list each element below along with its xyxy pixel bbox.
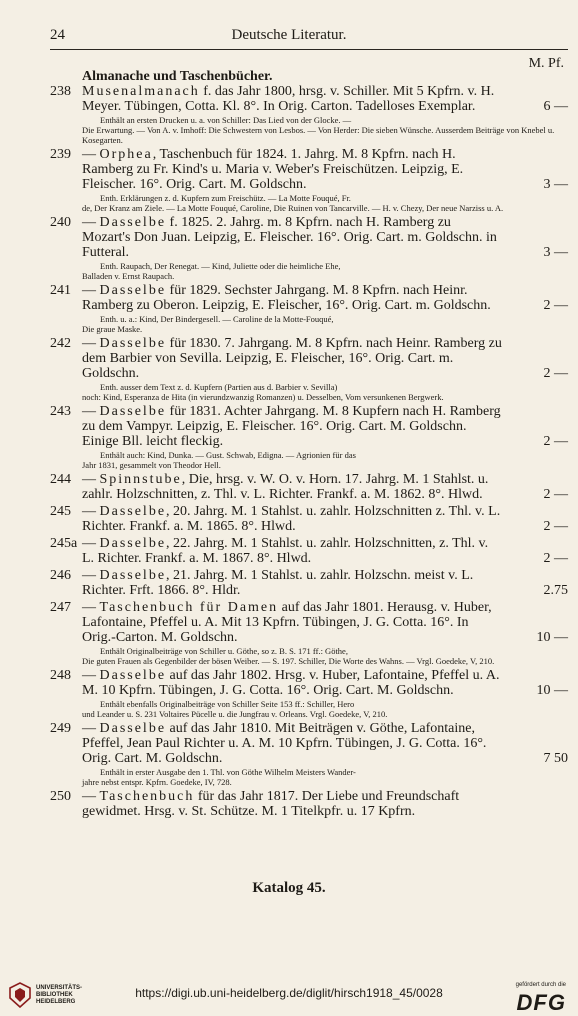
entry-title: Dasselbe <box>99 504 167 519</box>
entry-text: — Dasselbe für 1830. 7. Jahrgang. M. 8 Kpfrn. nach Heinr. Ramberg zu dem Barbier von Sevilla. Leipzig, E. Fleischer, 16°. Orig. Cart. m. Goldschn. <box>82 336 502 381</box>
entry-number: 250 <box>50 789 71 804</box>
catalog-entry <box>50 472 568 502</box>
entry-text: — Dasselbe, 22. Jahrg. M. 1 Stahlst. u. zahlr. Holzschnitten, z. Thl. v. L. Richter. Frankf. a. M. 1867. 8°. Hlwd. <box>82 536 489 566</box>
entry-title: Dasselbe <box>99 668 167 683</box>
entry-price: 3 — <box>543 245 568 260</box>
catalog-entry <box>50 215 568 281</box>
entry-text: — Taschenbuch für Damen auf das Jahr 1801. Herausg. v. Huber, Lafontaine, Pfeffel u. A. Mit 13 Kpfrn. Tübingen, J. G. Cotta. 16°. In Orig.-Carton. M. Goldschn. <box>82 600 492 645</box>
footer-bar <box>0 975 578 1016</box>
entry-title: Dasselbe <box>99 404 167 419</box>
entry-text: — Orphea, Taschenbuch für 1824. 1. Jahrg. M. 8 Kpfrn. nach H. Ramberg zu Fr. Kind's u. Maria v. Weber's Freischützen. Leipzig, E. Fleischer. 16°. Orig. Cart. M. Goldschn. <box>82 147 464 192</box>
entry-note: Enthält in erster Ausgabe den 1. Thl. von Göthe Wilhelm Meisters Wander- <box>100 767 356 777</box>
entry-number: 245 <box>50 504 71 519</box>
entry-note-continued: Die guten Frauen als Gegenbilder der bösen Weiber. — S. 197. Schiller, Die Worte des Wahns. — Vrgl. Goedeke, V, 210. <box>82 656 495 666</box>
entry-price: 2 — <box>543 298 568 313</box>
entry-number: 239 <box>50 147 71 162</box>
entry-price: 2 — <box>543 366 568 381</box>
entry-price: 10 — <box>536 630 568 645</box>
entry-price: 3 — <box>543 177 568 192</box>
page-title: Deutsche Literatur. <box>231 27 347 43</box>
entry-number: 242 <box>50 336 71 351</box>
entry-number: 245a <box>50 536 78 551</box>
entry-note: Enth. Erklärungen z. d. Kupfern zum Freischütz. — La Motte Fouqué, Fr. <box>100 193 351 203</box>
entry-title: Orphea <box>99 147 153 162</box>
entry-note-continued: und Leander u. S. 231 Voltaires Pücelle u. die Jungfrau v. Orleans. Vrgl. Goedeke, V, 210. <box>82 709 388 719</box>
catalog-entry <box>50 404 568 470</box>
entry-note: Enthält ebenfalls Originalbeiträge von Schiller Seite 153 ff.: Schiller, Hero <box>100 699 355 709</box>
entry-number: 244 <box>50 472 71 487</box>
entry-text: — Taschenbuch für das Jahr 1817. Der Liebe und Freundschaft gewidmet. Hrsg. v. St. Schütze. M. 1 Titelkpfr. u. 17 Kpfrn. <box>82 789 460 819</box>
entry-note: Enthält an ersten Drucken u. a. von Schiller: Das Lied von der Glocke. — <box>100 115 352 125</box>
catalog-entry <box>50 283 568 334</box>
entry-title: Dasselbe <box>99 721 167 736</box>
currency-label: M. Pf. <box>528 56 564 71</box>
institution-name: UNIVERSITÄTS- BIBLIOTHEK HEIDELBERG <box>36 985 83 1005</box>
entry-price: 2.75 <box>543 583 568 598</box>
catalog-entry <box>50 336 568 402</box>
entry-number: 246 <box>50 568 71 583</box>
entry-number: 243 <box>50 404 71 419</box>
catalog-entry <box>50 84 568 145</box>
entry-number: 241 <box>50 283 71 298</box>
entry-number: 247 <box>50 600 71 615</box>
catalog-entry <box>50 147 568 213</box>
entry-note-continued: Balladen v. Ernst Raupach. <box>82 271 175 281</box>
entry-title: Taschenbuch für Damen <box>99 600 279 615</box>
entry-note: Enth. Raupach, Der Renegat. — Kind, Juliette oder die heimliche Ehe, <box>100 261 341 271</box>
entry-note-continued: de, Der Kranz am Ziele. — La Motte Fouqué, Caroline, Die Ruinen von Tancarville. — H. v. Chezy, Der neue Narziss u. A. <box>82 203 504 213</box>
entry-price: 6 — <box>543 99 568 114</box>
entry-text: — Dasselbe f. 1825. 2. Jahrg. m. 8 Kpfrn. nach H. Ramberg zu Mozart's Don Juan. Leipzig, E. Fleischer. 16°. Orig. Cart. m. Goldschn. in Futteral. <box>82 215 497 260</box>
entry-note: Enth. ausser dem Text z. d. Kupfern (Partien aus d. Barbier v. Sevilla) <box>100 382 338 392</box>
entry-number: 240 <box>50 215 71 230</box>
entry-text: — Dasselbe, 21. Jahrg. M. 1 Stahlst. u. zahlr. Holzschn. meist v. L. Richter. Frft. 1866. 8°. Hldr. <box>82 568 474 598</box>
entry-note-continued: jahre nebst entspr. Kpfrn. Goedeke, IV, 728. <box>82 777 232 787</box>
catalog-entry <box>50 568 568 598</box>
entry-title: Spinnstube <box>99 472 182 487</box>
entry-note: Enth. u. a.: Kind, Der Bindergesell. — Caroline de la Motte-Fouqué, <box>100 314 334 324</box>
catalog-entry <box>50 536 568 566</box>
entry-note: Enthält auch: Kind, Dunka. — Gust. Schwab, Edigna. — Agrionien für das <box>100 450 356 460</box>
entry-text: Musenalmanach f. das Jahr 1800, hrsg. v. Schiller. Mit 5 Kpfrn. v. H. Meyer. Tübingen, Cotta. Kl. 8°. In Orig. Carton. Tadelloses Exemplar. <box>82 84 495 114</box>
catalog-entry <box>50 721 568 787</box>
section-title: Almanache und Taschenbücher. <box>82 69 273 84</box>
entry-text: — Dasselbe, 20. Jahrg. M. 1 Stahlst. u. zahlr. Holzschnitten z. Thl. v. L. Richter. Frankf. a. M. 1865. 8°. Hlwd. <box>82 504 501 534</box>
entry-text: — Spinnstube, Die, hrsg. v. W. O. v. Horn. 17. Jahrg. M. 1 Stahlst. u. zahlr. Holzschnitten, z. Thl. v. L. Richter. Frankf. a. M. 1862. 8°. Hlwd. <box>82 472 489 502</box>
entry-number: 248 <box>50 668 71 683</box>
entry-text: — Dasselbe für 1829. Sechster Jahrgang. M. 8 Kpfrn. nach Heinr. Ramberg zu Oberon. Leipzig, E. Fleischer, 16°. Orig. Cart. m. Goldschn. <box>82 283 491 313</box>
entry-title: Dasselbe <box>99 283 167 298</box>
entry-text: — Dasselbe auf das Jahr 1810. Mit Beiträgen v. Göthe, Lafontaine, Pfeffel, Jean Paul Richter u. A. M. 10 Kpfrn. Tübingen, J. G. Cotta. 16°. Orig. Cart. M. Goldschn. <box>82 721 487 766</box>
entry-title: Dasselbe <box>99 336 167 351</box>
entry-note-continued: Jahr 1831, gesammelt von Theodor Hell. <box>82 460 221 470</box>
entry-price: 2 — <box>543 487 568 502</box>
entry-list <box>50 84 568 821</box>
entry-note-continued: Die Erwartung. — Von A. v. Imhoff: Die Schwestern von Lesbos. — Von Herder: Die sieben Wünsche. Ausserdem Beiträge von Knebel u. Kosegarten. <box>82 125 555 145</box>
page-number: 24 <box>50 27 65 43</box>
catalog-entry <box>50 600 568 666</box>
entry-price: 10 — <box>536 683 568 698</box>
entry-note: Enthält Originalbeiträge von Schiller u. Göthe, so z. B. S. 171 ff.: Göthe, <box>100 646 348 656</box>
entry-price: 2 — <box>543 551 568 566</box>
entry-text: — Dasselbe auf das Jahr 1802. Hrsg. v. Huber, Lafontaine, Pfeffel u. A. M. 10 Kpfrn. Tübingen, J. G. Cotta. 16°. Orig. Cart. M. Goldschn. <box>82 668 500 698</box>
entry-text: — Dasselbe für 1831. Achter Jahrgang. M. 8 Kupfern nach H. Ramberg zu dem Vampyr. Leipzig, E. Fleischer. 16°. Orig. Cart. M. Goldschn. Einige Bll. leicht fleckig. <box>82 404 501 449</box>
catalog-number: Katalog 45. <box>252 880 326 896</box>
entry-title: Dasselbe <box>99 536 167 551</box>
entry-note-continued: noch: Kind, Esperanza de Hita (in vierundzwanzig Romanzen) u. Desselben, Vom versunkenen Bergwerk. <box>82 392 444 402</box>
entry-title: Taschenbuch <box>99 789 195 804</box>
entry-number: 238 <box>50 84 71 99</box>
entry-price: 2 — <box>543 434 568 449</box>
entry-note-continued: Die graue Maske. <box>82 324 143 334</box>
catalog-entry <box>50 668 568 719</box>
entry-price: 7 50 <box>543 751 568 766</box>
catalog-entry <box>50 789 568 819</box>
sponsor-text: gefördert durch die <box>515 982 566 988</box>
source-url[interactable]: https://digi.ub.uni-heidelberg.de/diglit/hirsch1918_45/0028 <box>135 986 443 1000</box>
entry-number: 249 <box>50 721 71 736</box>
entry-title: Dasselbe <box>99 215 167 230</box>
entry-title: Dasselbe <box>99 568 167 583</box>
dfg-logo: DFG <box>516 990 566 1015</box>
entry-price: 2 — <box>543 519 568 534</box>
entry-title: Musenalmanach <box>82 84 200 99</box>
catalog-entry <box>50 504 568 534</box>
header-rule <box>50 49 568 50</box>
